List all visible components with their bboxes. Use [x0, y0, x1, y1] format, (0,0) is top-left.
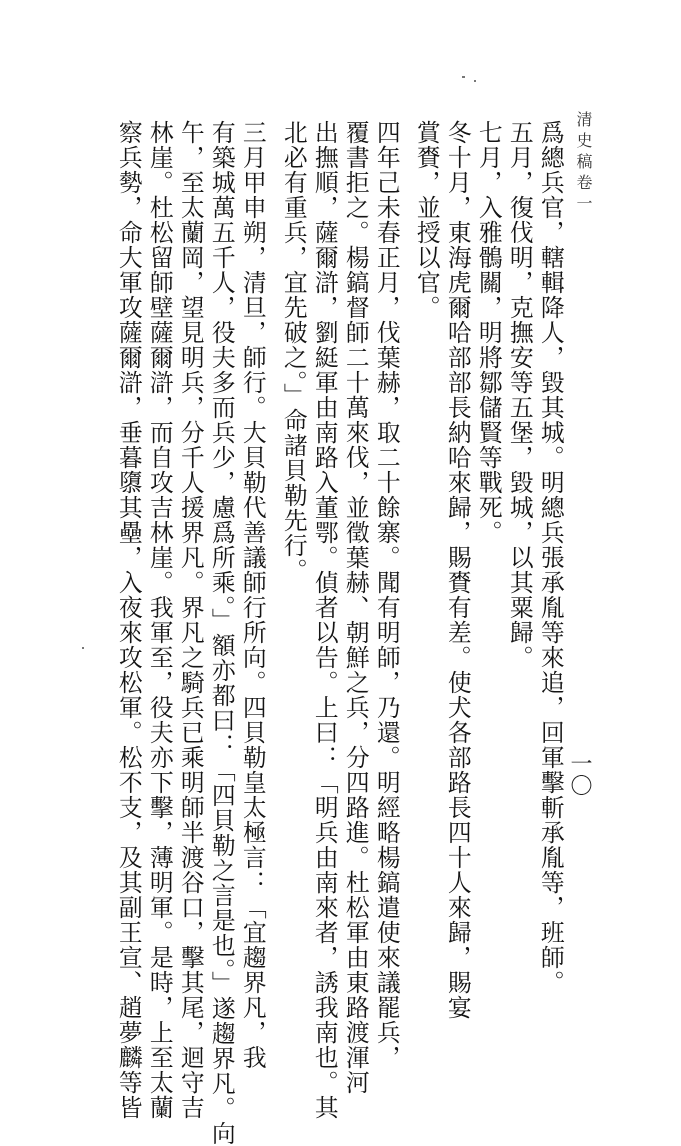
scan-speck	[474, 80, 476, 82]
page-number: 一〇	[567, 752, 592, 796]
text-column: 有築城萬五千人，役夫多而兵少，慮爲所乘。」額亦都曰：「四貝勒之言是也。」遂趨界凡。向	[207, 120, 236, 1146]
text-column: 賞賚，並授以官。	[412, 120, 441, 320]
text-column: 午，至太蘭岡，望見明兵，分千人援界凡。界凡之騎兵已乘明師半渡谷口，擊其尾，迴守吉	[176, 120, 205, 1120]
text-column: 察兵勢，命大軍攻薩爾滸，垂暮隳其壘，入夜來攻松軍。松不支，及其副王宣、趙夢麟等皆	[114, 120, 143, 1120]
text-column: 林崖。杜松留師壁薩爾滸，而自攻吉林崖。我軍至，役夫亦下擊，薄明軍。是時，上至太蘭	[145, 120, 174, 1120]
text-column: 冬十月，東海虎爾哈部部長納哈來歸，賜賚有差。使犬各部路長四十人來歸，賜宴	[443, 120, 472, 1020]
text-column: 四年己未春正月，伐葉赫，取二十餘寨。聞有明師，乃還。明經略楊鎬遣使來議罷兵，	[372, 120, 401, 1070]
text-column: 七月，入雅鶻關，明將鄒儲賢等戰死。	[474, 120, 503, 545]
text-column: 三月甲申朔，清旦，師行。大貝勒代善議師行所向。四貝勒皇太極言：「宜趨界凡，我	[238, 120, 267, 1070]
scan-speck	[462, 76, 465, 78]
text-column: 五月，復伐明，克撫安等五堡，毀城，以其粟歸。	[505, 120, 534, 670]
scan-speck	[82, 647, 84, 649]
text-column: 北必有重兵，宜先破之。」命諸貝勒先行。	[279, 120, 308, 584]
text-column: 爲總兵官，轄輯降人，毀其城。明總兵張承胤等來追，回軍擊斬承胤等，班師。	[536, 120, 565, 995]
running-head: 清史稿卷一	[574, 111, 593, 216]
text-column: 出撫順，薩爾滸，劉綎軍由南路入董鄂。偵者以告。上曰：「明兵由南來者，誘我南也。其	[310, 120, 339, 1120]
text-column: 覆書拒之。楊鎬督師二十萬來伐，並徵葉赫、朝鮮之兵，分四路進。杜松軍由東路渡渾河	[341, 120, 370, 1095]
